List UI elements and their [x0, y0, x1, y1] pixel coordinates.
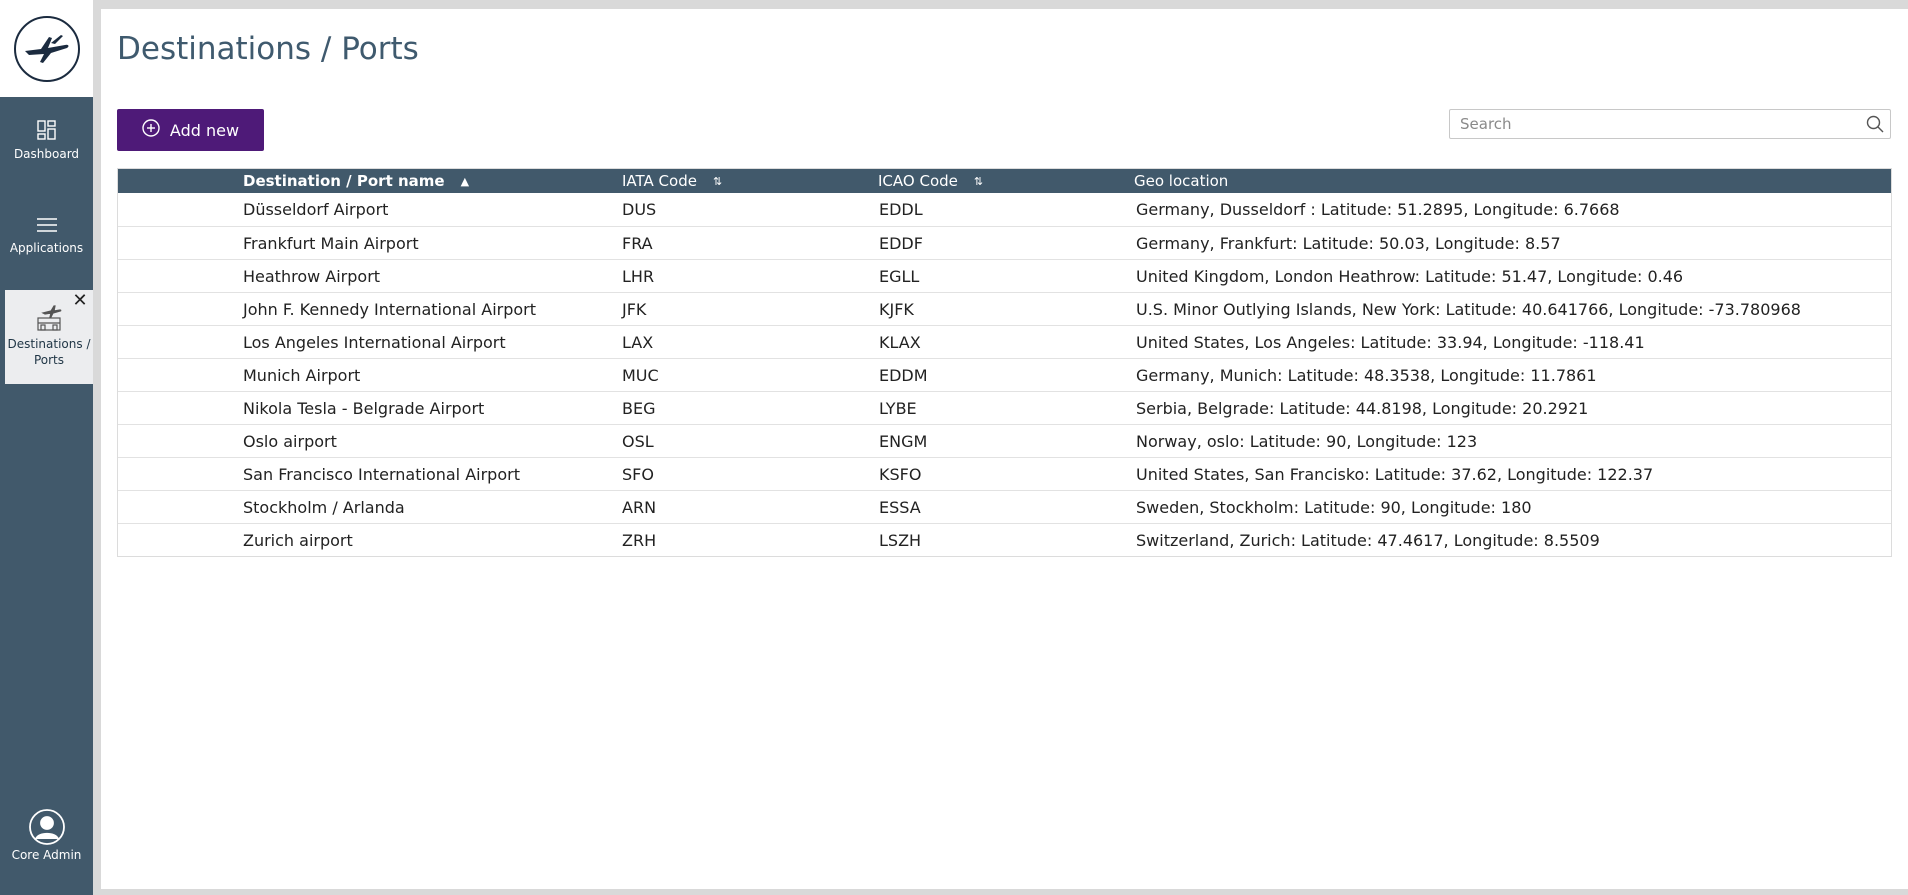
search-input[interactable] [1450, 110, 1860, 138]
table-row[interactable] [118, 193, 1891, 226]
cell-geo: Norway, oslo: Latitude: 90, Longitude: 123 [1136, 431, 1478, 451]
dashboard-icon [37, 120, 57, 140]
user-avatar-icon [28, 808, 66, 846]
sort-icon: ⇅ [973, 174, 984, 188]
sidebar-item-applications[interactable] [0, 216, 93, 271]
cell-name: Los Angeles International Airport [243, 332, 506, 352]
destinations-table [117, 168, 1892, 557]
sidebar-item-label: Dashboard [13, 147, 80, 161]
page-title: Destinations / Ports [117, 31, 419, 67]
cell-iata: LHR [622, 266, 655, 286]
sidebar [0, 0, 93, 895]
add-new-button[interactable] [117, 109, 264, 151]
cell-iata: SFO [622, 464, 654, 484]
cell-name: Nikola Tesla - Belgrade Airport [243, 398, 485, 418]
table-row[interactable] [118, 523, 1891, 556]
column-header-geo [1134, 172, 1891, 190]
crane-logo-icon [14, 16, 80, 82]
sidebar-item-label: Destinations / Ports [7, 337, 91, 367]
cell-icao: EDDL [879, 200, 923, 219]
cell-name: Munich Airport [243, 365, 361, 385]
cell-icao: EGLL [879, 266, 920, 286]
cell-icao: ENGM [879, 431, 928, 451]
table-header [118, 169, 1891, 193]
search-box [1449, 109, 1891, 139]
cell-name: San Francisco International Airport [243, 464, 520, 484]
cell-icao: ESSA [879, 497, 921, 517]
table-row[interactable] [118, 292, 1891, 325]
cell-name: John F. Kennedy International Airport [243, 299, 537, 319]
cell-iata: DUS [622, 200, 657, 219]
plus-circle-icon [142, 119, 160, 141]
sidebar-item-destinations-ports[interactable] [5, 290, 93, 384]
sort-icon: ⇅ [712, 174, 723, 188]
table-row[interactable] [118, 259, 1891, 292]
cell-name: Heathrow Airport [243, 266, 381, 286]
hamburger-menu-icon [36, 216, 58, 234]
cell-icao: EDDM [879, 365, 928, 385]
table-row[interactable] [118, 424, 1891, 457]
column-header-icao[interactable] [878, 172, 1134, 190]
cell-icao: LSZH [879, 530, 922, 550]
cell-geo: Sweden, Stockholm: Latitude: 90, Longitude: 180 [1136, 497, 1532, 517]
cell-geo: Germany, Dusseldorf : Latitude: 51.2895, Longitude: 6.7668 [1136, 200, 1620, 219]
cell-name: Frankfurt Main Airport [243, 233, 419, 253]
column-label: IATA Code [622, 172, 697, 190]
sidebar-item-user[interactable] [0, 808, 93, 888]
cell-geo: Switzerland, Zurich: Latitude: 47.4617, Longitude: 8.5509 [1136, 530, 1600, 550]
cell-iata: JFK [622, 299, 647, 319]
cell-name: Zurich airport [243, 530, 353, 550]
column-label: Destination / Port name [243, 172, 445, 190]
search-icon[interactable] [1860, 115, 1890, 133]
cell-name: Oslo airport [243, 431, 337, 451]
column-header-iata[interactable] [622, 172, 878, 190]
sidebar-item-dashboard[interactable] [0, 120, 93, 175]
brand-logo[interactable] [0, 0, 93, 97]
cell-geo: Germany, Frankfurt: Latitude: 50.03, Longitude: 8.57 [1136, 233, 1561, 253]
table-row[interactable] [118, 325, 1891, 358]
column-label: ICAO Code [878, 172, 958, 190]
cell-icao: KLAX [879, 332, 921, 352]
cell-iata: BEG [622, 398, 656, 418]
cell-geo: United States, San Francisko: Latitude: 37.62, Longitude: 122.37 [1136, 464, 1654, 484]
cell-geo: United Kingdom, London Heathrow: Latitude: 51.47, Longitude: 0.46 [1136, 266, 1684, 286]
cell-iata: ZRH [622, 530, 657, 550]
table-body [118, 193, 1891, 556]
airport-icon [35, 304, 63, 332]
cell-icao: EDDF [879, 233, 923, 253]
cell-geo: U.S. Minor Outlying Islands, New York: Latitude: 40.641766, Longitude: -73.780968 [1136, 299, 1801, 319]
cell-iata: MUC [622, 365, 659, 385]
cell-icao: KSFO [879, 464, 922, 484]
table-row[interactable] [118, 490, 1891, 523]
cell-iata: OSL [622, 431, 654, 451]
column-header-name[interactable] [243, 172, 622, 190]
close-icon[interactable]: ✕ [72, 290, 88, 311]
sidebar-item-label: Core Admin [11, 848, 82, 862]
cell-geo: United States, Los Angeles: Latitude: 33.94, Longitude: -118.41 [1136, 332, 1645, 352]
cell-name: Düsseldorf Airport [243, 200, 389, 219]
table-row[interactable] [118, 457, 1891, 490]
cell-iata: ARN [622, 497, 657, 517]
sort-ascending-icon: ▲ [460, 174, 470, 188]
cell-icao: KJFK [879, 299, 914, 319]
column-label: Geo location [1134, 172, 1229, 190]
cell-icao: LYBE [879, 398, 917, 418]
sidebar-item-label: Applications [9, 241, 84, 255]
cell-iata: LAX [622, 332, 654, 352]
cell-iata: FRA [622, 233, 653, 253]
table-row[interactable] [118, 226, 1891, 259]
table-row[interactable] [118, 358, 1891, 391]
main-content [101, 9, 1908, 889]
add-new-label: Add new [169, 120, 240, 140]
cell-geo: Serbia, Belgrade: Latitude: 44.8198, Longitude: 20.2921 [1136, 398, 1589, 418]
cell-geo: Germany, Munich: Latitude: 48.3538, Longitude: 11.7861 [1136, 365, 1597, 385]
table-row[interactable] [118, 391, 1891, 424]
cell-name: Stockholm / Arlanda [243, 497, 405, 517]
